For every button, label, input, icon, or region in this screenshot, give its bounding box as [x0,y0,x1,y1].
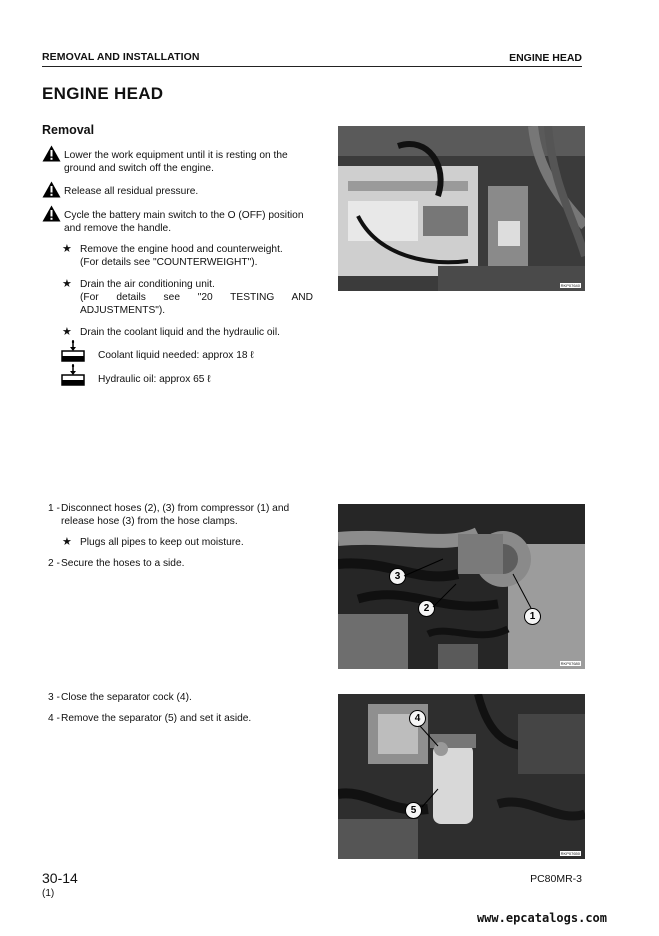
photo-battery [338,126,585,291]
warning-1-text: Lower the work equipment until it is resting on the ground and switch off the engine. [64,150,288,174]
photo-compressor [338,504,585,669]
callout-3: 3 [389,568,406,585]
photo-code: RKP07680 [560,661,580,666]
step-1-number: 1 - [48,503,60,514]
callout-1: 1 [524,608,541,625]
step-1-line1: Disconnect hoses (2), (3) from compressor (1) and [61,503,290,514]
note-1-line1: Remove the engine hood and counterweight. [80,244,283,255]
hydraulic-oil-text: Hydraulic oil: approx 65 ℓ [98,374,211,385]
callout-leader-lines [338,504,585,669]
star-icon: ★ [62,278,72,290]
step-2-number: 2 - [48,558,60,569]
step-1-note: Plugs all pipes to keep out moisture. [80,537,244,548]
callout-5: 5 [405,802,422,819]
photo-code: RKP07640 [560,283,580,288]
header-section: REMOVAL AND INSTALLATION [42,51,200,63]
header-topic: ENGINE HEAD [509,52,582,64]
warning-triangle-icon [42,181,61,198]
note-1-line2: (For details see "COUNTERWEIGHT"). [80,257,258,268]
star-icon: ★ [62,243,72,255]
step-4-line1: Remove the separator (5) and set it aside. [61,713,252,724]
photo-separator [338,694,585,859]
warning-2-text: Release all residual pressure. [64,186,199,197]
note-2-line1: Drain the air conditioning unit. [80,279,215,290]
source-url[interactable]: www.epcatalogs.com [476,911,607,925]
note-2-line3: ADJUSTMENTS"). [80,305,166,316]
photo-code: RKP07650 [560,851,580,856]
star-icon: ★ [62,326,72,338]
warning-3-text: Cycle the battery main switch to the O (OFF) position and remove the handle. [64,210,304,234]
page-title: ENGINE HEAD [42,84,164,103]
step-2-line1: Secure the hoses to a side. [61,558,185,569]
callout-2: 2 [418,600,435,617]
header-rule [42,66,582,67]
page-number: 30-14 [42,870,78,886]
callout-leader-lines [338,694,585,859]
warning-triangle-icon [42,205,61,222]
drain-container-icon [58,363,88,387]
warning-triangle-icon [42,145,61,162]
step-4-number: 4 - [48,713,60,724]
step-3-line1: Close the separator cock (4). [61,692,192,703]
note-3-line1: Drain the coolant liquid and the hydraulic oil. [80,327,280,338]
step-1-line2: release hose (3) from the hose clamps. [61,516,238,527]
section-subtitle: Removal [42,123,95,137]
callout-4: 4 [409,710,426,727]
star-icon: ★ [62,536,72,548]
note-2-line2: (For details see "20 TESTING AND [80,292,313,303]
model-code: PC80MR-3 [530,873,582,885]
step-3-number: 3 - [48,692,60,703]
revision-mark: (1) [42,888,55,899]
coolant-needed-text: Coolant liquid needed: approx 18 ℓ [98,350,254,361]
drain-container-icon [58,339,88,363]
